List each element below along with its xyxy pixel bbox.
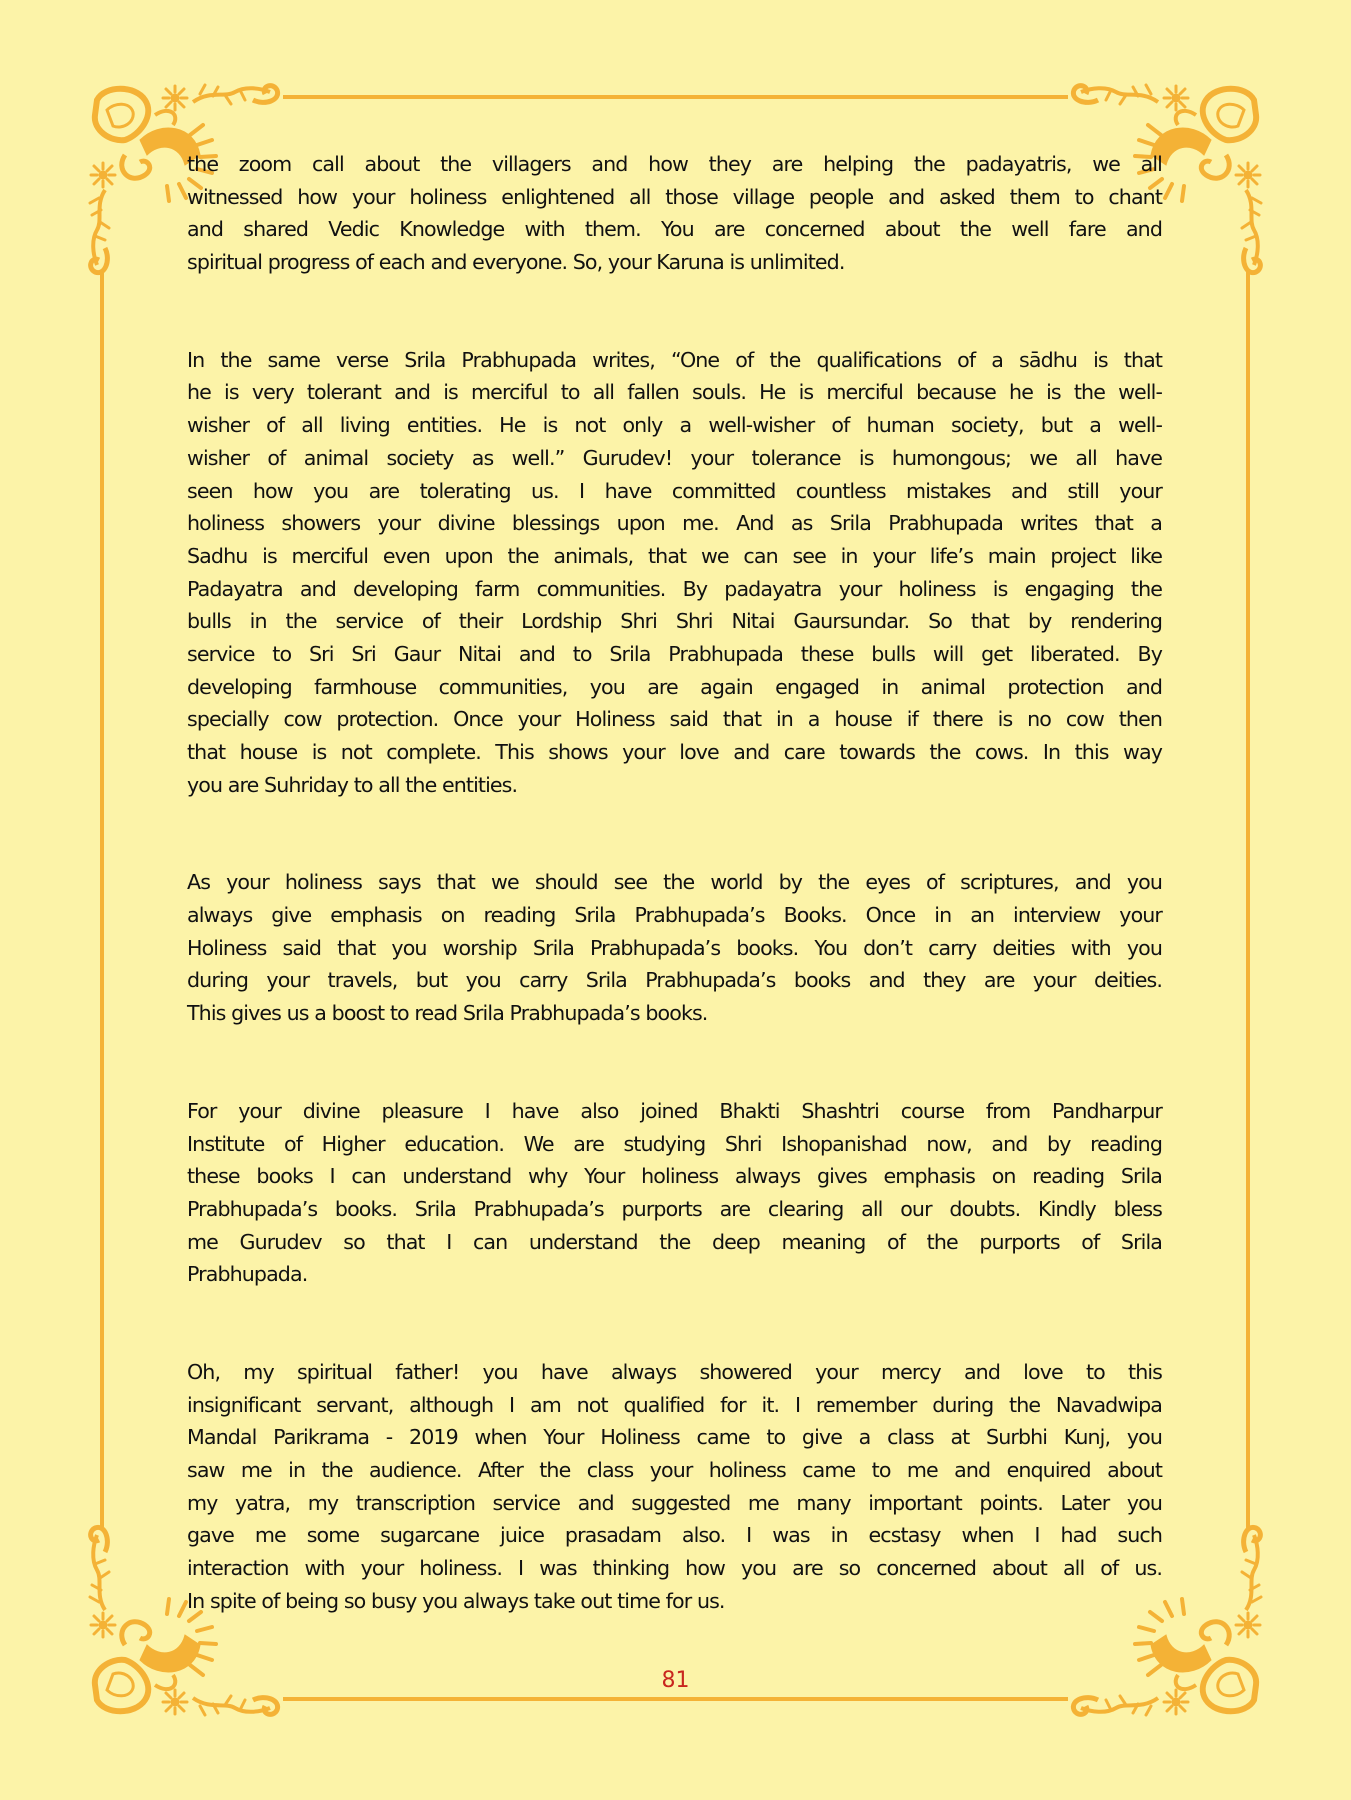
text-line: wisher of all living entities. He is not only a well-wisher of human society, but a well-	[187, 413, 1162, 438]
paragraph-1	[187, 148, 1162, 279]
paragraph-3	[187, 866, 1162, 1029]
text-line: that house is not complete. This shows your love and care towards the cows. In this way	[187, 740, 1162, 764]
text-line: As your holiness says that we should see the world by the eyes of scriptures, and you	[187, 870, 1162, 895]
text-line: insignificant servant, although I am not qualified for it. I remember during the Navadwipa	[187, 1392, 1162, 1417]
text-line: saw me in the audience. After the class your holiness came to me and enquired about	[187, 1458, 1162, 1482]
letter-body	[187, 148, 1162, 1682]
text-line: Prabhupada’s books. Srila Prabhupada’s purports are clearing all our doubts. Kindly bless	[187, 1196, 1162, 1221]
text-line: seen how you are tolerating us. I have committed countless mistakes and still your	[187, 478, 1162, 503]
page-number: 81	[661, 1668, 690, 1693]
text-line: these books I can understand why Your holiness always gives emphasis on reading Srila	[187, 1164, 1162, 1189]
text-line: holiness showers your divine blessings upon me. And as Srila Prabhupada writes that a	[187, 511, 1162, 536]
text-line: developing farmhouse communities, you are again engaged in animal protection and	[187, 674, 1162, 699]
text-line: me Gurudev so that I can understand the deep meaning of the purports of Srila	[187, 1229, 1162, 1254]
frame-right-line	[1246, 270, 1250, 1528]
text-line: witnessed how your holiness enlightened all those village people and asked them to chant	[187, 184, 1162, 209]
text-line: gave me some sugarcane juice prasadam also. I was in ecstasy when I had such	[187, 1523, 1162, 1548]
text-line: specially cow protection. Once your Holiness said that in a house if there is no cow then	[187, 707, 1162, 732]
frame-bottom-line	[283, 1697, 1068, 1701]
paragraph-4	[187, 1095, 1162, 1291]
text-line: wisher of animal society as well.” Gurudev! your tolerance is humongous; we all have	[187, 445, 1162, 470]
text-line: service to Sri Sri Gaur Nitai and to Srila Prabhupada these bulls will get liberated. By	[187, 641, 1162, 666]
text-line: spiritual progress of each and everyone. So, your Karuna is unlimited.	[187, 250, 845, 275]
text-line: during your travels, but you carry Srila Prabhupada’s books and they are your deities.	[187, 968, 1162, 993]
text-line: Holiness said that you worship Srila Prabhupada’s books. You don’t carry deities with you	[187, 935, 1162, 960]
text-line: Prabhupada.	[187, 1262, 308, 1287]
text-line: my yatra, my transcription service and suggested me many important points. Later you	[187, 1490, 1162, 1515]
text-line: In spite of being so busy you always take out time for us.	[187, 1588, 725, 1613]
text-line: and shared Vedic Knowledge with them. You are concerned about the well fare and	[187, 217, 1162, 242]
paragraph-5	[187, 1356, 1162, 1618]
text-line: Mandal Parikrama - 2019 when Your Holiness came to give a class at Surbhi Kunj, you	[187, 1425, 1162, 1450]
text-line: This gives us a boost to read Srila Prabhupada’s books.	[187, 1001, 708, 1026]
text-line: always give emphasis on reading Srila Prabhupada’s Books. Once in an interview your	[187, 903, 1162, 928]
text-line: interaction with your holiness. I was thinking how you are so concerned about all of us.	[187, 1556, 1162, 1581]
paragraph-2	[187, 344, 1162, 802]
text-line: he is very tolerant and is merciful to all fallen souls. He is merciful because he is the well-	[187, 380, 1162, 405]
text-line: Institute of Higher education. We are studying Shri Ishopanishad now, and by reading	[187, 1131, 1162, 1156]
text-line: Sadhu is merciful even upon the animals, that we can see in your life’s main project like	[187, 543, 1162, 568]
text-line: Oh, my spiritual father! you have always showered your mercy and love to this	[187, 1359, 1162, 1384]
text-line: the zoom call about the villagers and how they are helping the padayatris, we all	[187, 152, 1162, 176]
text-line: bulls in the service of their Lordship Shri Shri Nitai Gaursundar. So that by rendering	[187, 609, 1162, 634]
text-line: you are Suhriday to all the entities.	[187, 772, 518, 797]
text-line: Padayatra and developing farm communities. By padayatra your holiness is engaging the	[187, 576, 1162, 601]
text-line: For your divine pleasure I have also joined Bhakti Shashtri course from Pandharpur	[187, 1098, 1162, 1123]
frame-left-line	[100, 270, 104, 1528]
text-line: In the same verse Srila Prabhupada writes, “One of the qualifications of a sādhu is that	[187, 347, 1162, 372]
frame-top-line	[283, 95, 1068, 99]
